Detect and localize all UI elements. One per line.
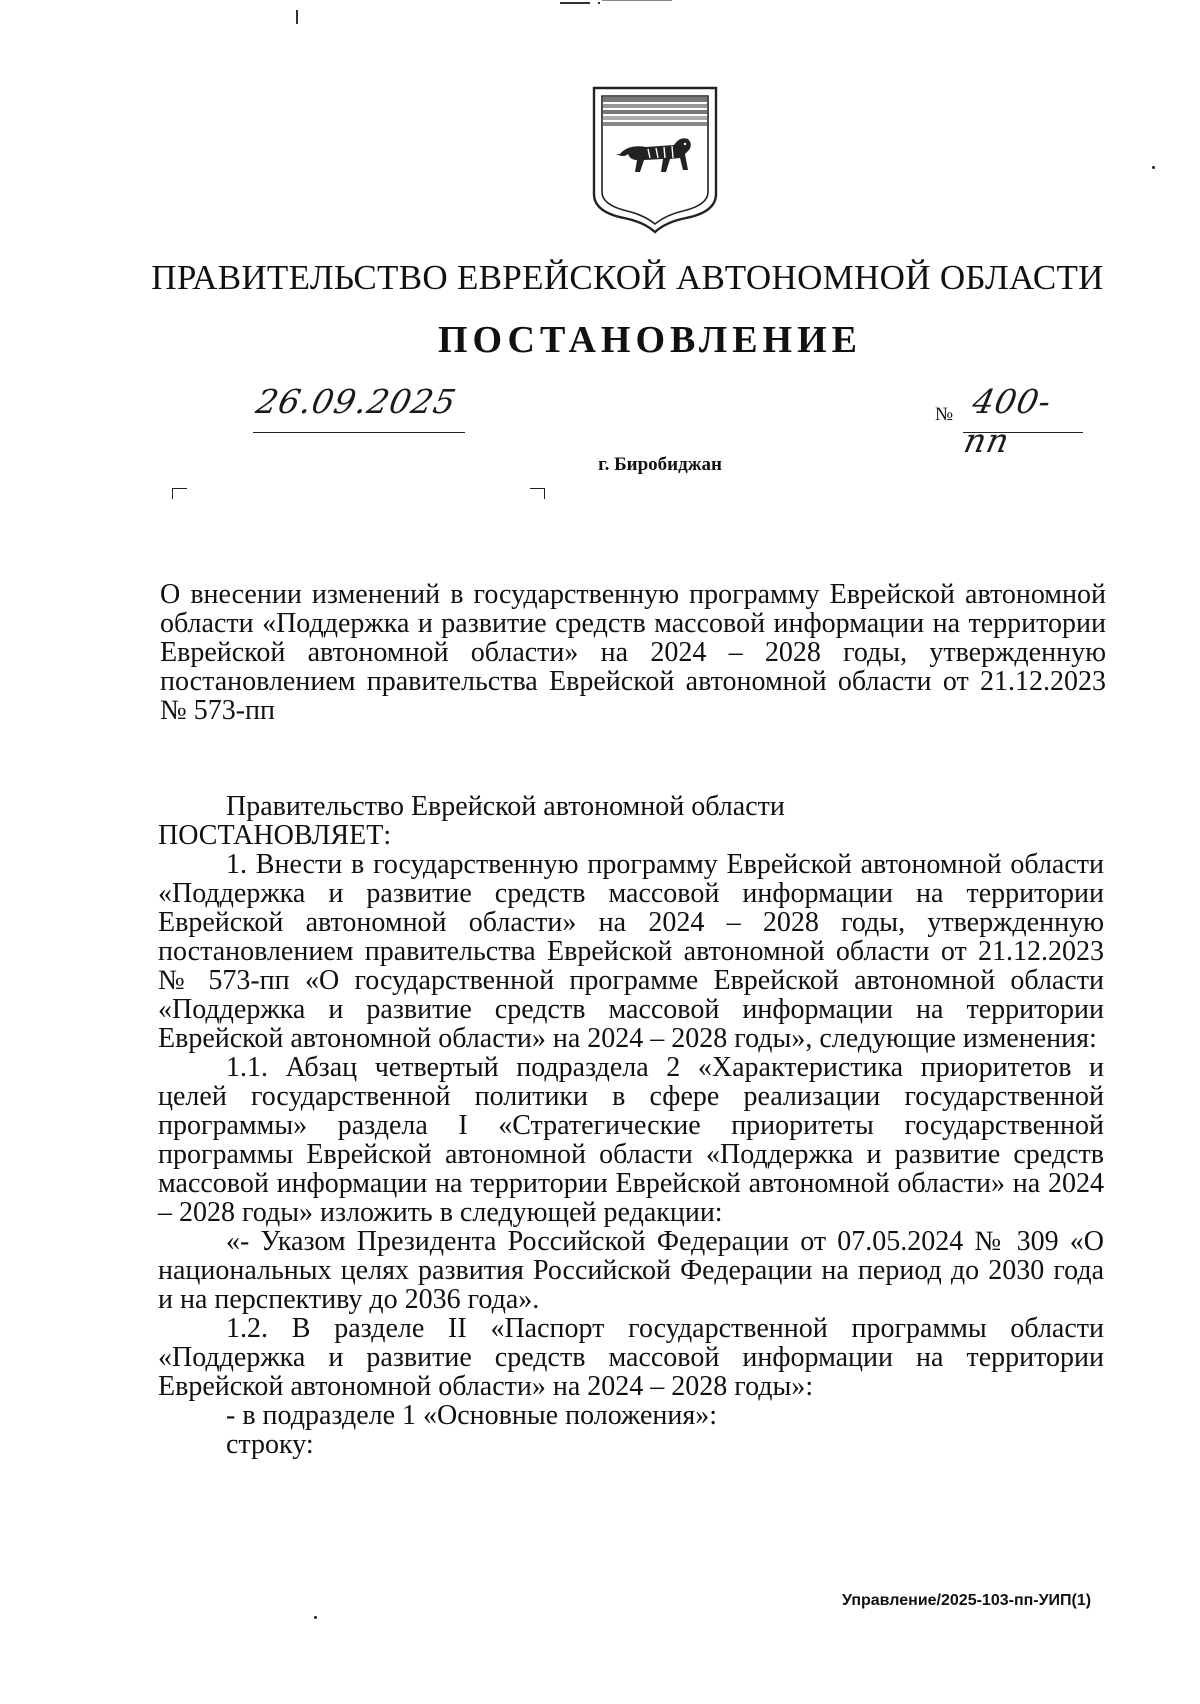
decrees-word: ПОСТАНОВЛЯЕТ:	[158, 820, 392, 851]
resolution-body	[158, 792, 1104, 1459]
paragraph-1: 1. Внести в государственную программу Еврейской автономной области «Поддержка и развитие средств массовой информации на территории Еврейской автономной области» на 2024 – 2028 годы, утвержденную постановлением правительства Еврейской автономной области от 21.12.2023 № 573-пп «О государственной программе Еврейской автономной области «Поддержка и развитие средств массовой информации на территории Еврейской автономной области» на 2024 – 2028 годы», следующие изменения:	[158, 849, 1104, 1054]
scan-mark	[560, 2, 590, 4]
scan-mark	[598, 2, 600, 4]
handwritten-date: 26.09.2025	[252, 382, 461, 421]
resolution-subject: О внесении изменений в государственную программу Еврейской автономной области «Поддержка и развитие средств массовой информации на территории Еврейской автономной области» на 2024 – 2028 годы, утвержденную постановлением правительства Еврейской автономной области от 21.12.2023 № 573-пп	[160, 579, 1106, 726]
scan-dot	[1152, 166, 1155, 169]
subsection-reference: - в подразделе 1 «Основные положения»:	[226, 1400, 718, 1431]
city-name: г. Биробиджан	[598, 454, 722, 475]
government-title: ПРАВИТЕЛЬСТВО ЕВРЕЙСКОЙ АВТОНОМНОЙ ОБЛАСТИ	[151, 258, 1104, 297]
coat-of-arms-emblem	[590, 84, 720, 234]
date-field	[252, 382, 465, 433]
line-reference: строку:	[226, 1429, 314, 1460]
subject-bracket-left	[172, 488, 187, 499]
preamble: Правительство Еврейской автономной области	[226, 791, 785, 822]
paragraph-1-1: 1.1. Абзац четвертый подраздела 2 «Характеристика приоритетов и целей государственной политики в сфере реализации государственной программы» раздела I «Стратегические приоритеты государственной программы Еврейской автономной области «Поддержка и развитие средств массовой информации на территории Еврейской автономной области» на 2024 – 2028 годы» изложить в следующей редакции:	[158, 1052, 1104, 1228]
paragraph-1-2: 1.2. В разделе II «Паспорт государственной программы области «Поддержка и развитие средств массовой информации на территории Еврейской автономной области» на 2024 – 2028 годы»:	[158, 1313, 1104, 1402]
handwritten-number: 400-пп	[960, 382, 1056, 460]
subject-bracket-right	[530, 488, 545, 499]
document-code: Управление/2025-103-пп-УИП(1)	[842, 1592, 1092, 1609]
document-type-title: ПОСТАНОВЛЕНИЕ	[437, 319, 863, 361]
number-sign: №	[935, 404, 954, 425]
scan-dot	[314, 1616, 317, 1619]
scan-mark	[296, 10, 298, 24]
scan-mark	[602, 0, 672, 1]
quoted-amendment: «- Указом Президента Российской Федерации от 07.05.2024 № 309 «О национальных целях развития Российской Федерации на период до 2030 года и на перспективу до 2036 года».	[158, 1226, 1104, 1315]
number-line	[960, 382, 1083, 460]
